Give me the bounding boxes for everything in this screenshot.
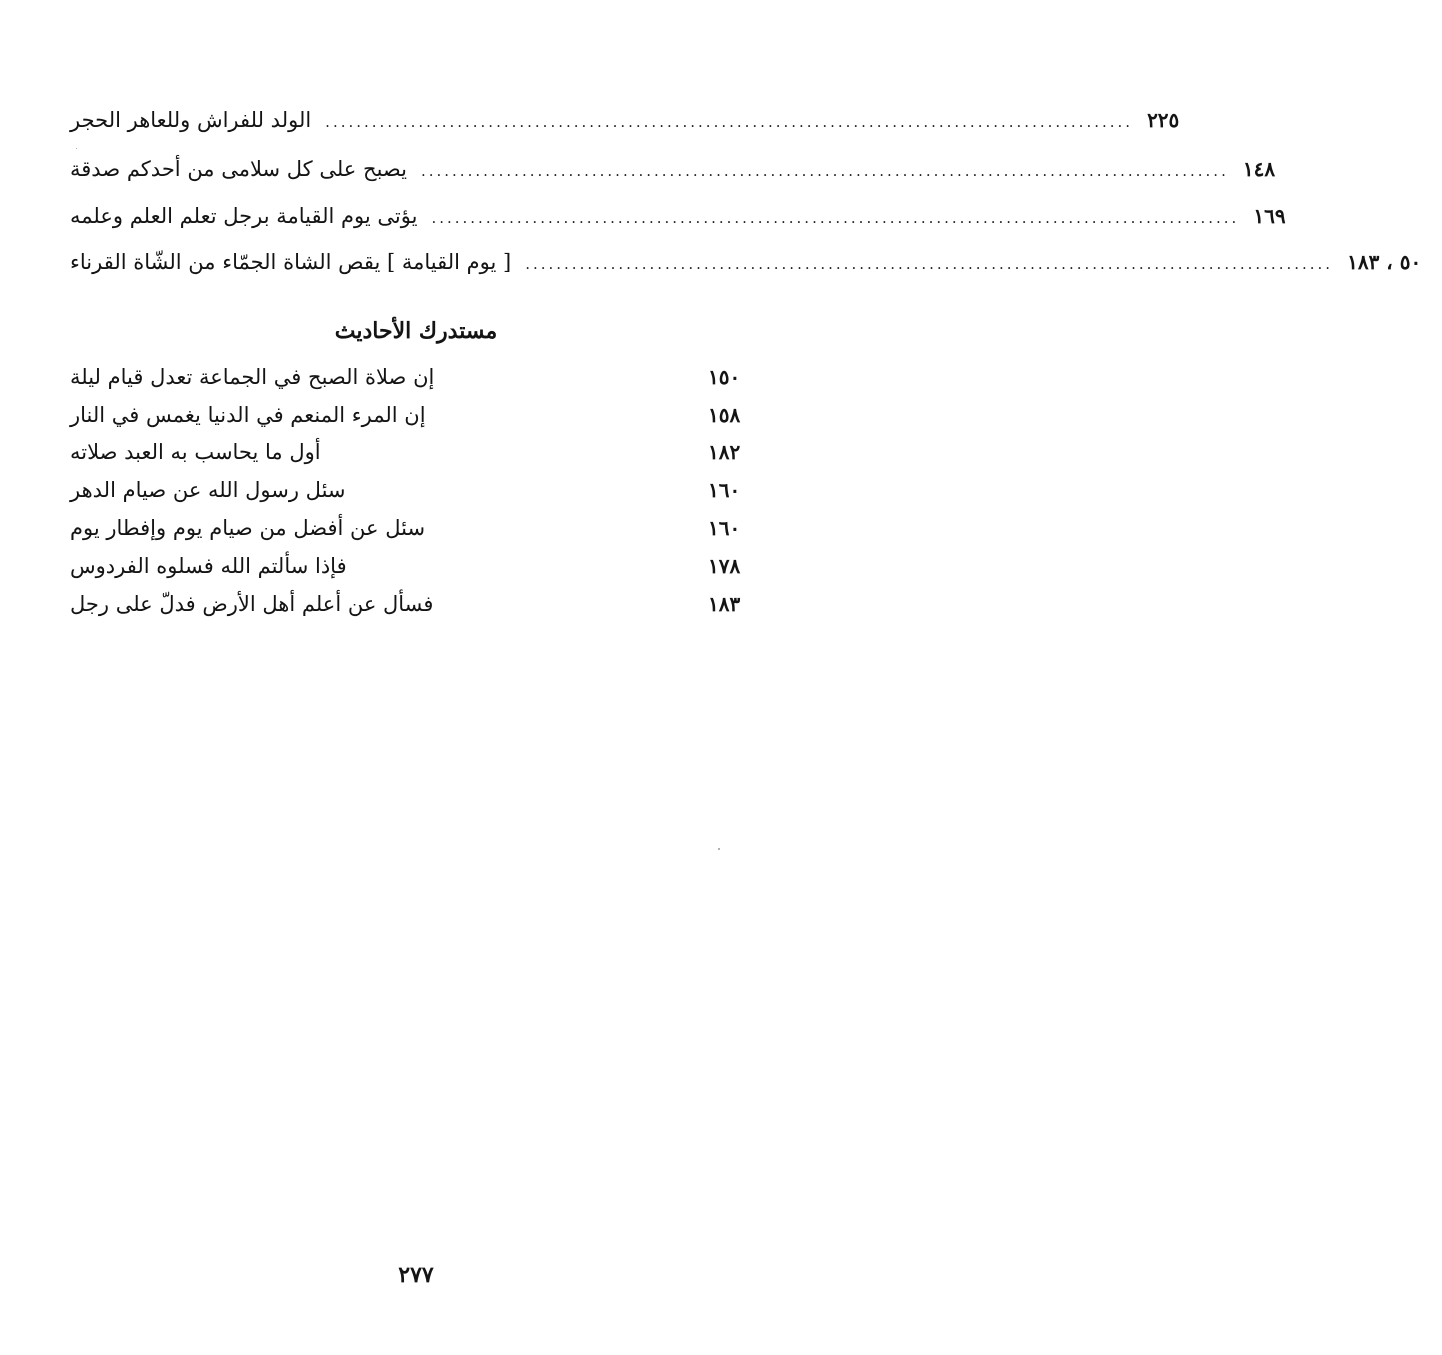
entry-title: إن صلاة الصبح في الجماعة تعدل قيام ليلة: [70, 365, 435, 389]
section-entry: [70, 397, 768, 433]
index-entry: [70, 198, 1286, 234]
page-number: ٢٧٧: [398, 1262, 434, 1288]
scan-speck: [718, 848, 720, 850]
entry-title: إن المرء المنعم في الدنيا يغمس في النار: [70, 403, 426, 427]
scan-speck: [76, 148, 77, 149]
index-entry: [70, 102, 1180, 138]
leader-dots: ........................................................................................................: [431, 209, 1240, 227]
entry-page-number: ١٧٨: [708, 554, 741, 578]
leader-dots: ........................................................................................................: [420, 162, 1229, 180]
entry-page-number: ١٦٩: [1253, 204, 1286, 228]
entry-page-number: ٢٢٥: [1147, 108, 1180, 132]
entry-page-number: ١٥٠: [708, 365, 741, 389]
entry-title: فسأل عن أعلم أهل الأرض فدلّ على رجل: [70, 592, 434, 616]
index-entry: [70, 151, 1276, 187]
section-entry: [70, 434, 768, 470]
section-entry: [70, 510, 768, 546]
entry-title: يصبح على كل سلامى من أحدكم صدقة: [70, 157, 407, 181]
entry-page-number: ١٨٣: [708, 592, 741, 616]
entry-title: سئل عن أفضل من صيام يوم وإفطار يوم: [70, 516, 426, 540]
section-entry: [70, 586, 768, 622]
entry-page-number: ١٤٨: [1242, 157, 1276, 181]
section-entry: [70, 472, 768, 508]
leader-dots: ........................................................................................................: [525, 255, 1334, 273]
entry-page-number: ١٨٢: [708, 440, 741, 464]
entry-page-number: ١٦٠: [708, 478, 741, 502]
entry-page-number: ١٥٨: [708, 403, 741, 427]
entry-title: سئل رسول الله عن صيام الدهر: [70, 478, 346, 502]
index-entry: [70, 244, 1422, 280]
section-heading: مستدرك الأحاديث: [334, 318, 498, 344]
entry-title: فإذا سألتم الله فسلوه الفردوس: [70, 554, 347, 578]
leader-dots: ........................................................................................................: [325, 113, 1134, 131]
entry-page-number: ٥٠ ، ١٨٣: [1347, 250, 1422, 274]
section-entry: [70, 548, 768, 584]
entry-title: أول ما يحاسب به العبد صلاته: [70, 440, 321, 464]
entry-title: الولد للفراش وللعاهر الحجر: [70, 108, 312, 132]
section-entry: [70, 359, 768, 395]
entry-page-number: ١٦٠: [708, 516, 741, 540]
entry-title: يؤتى يوم القيامة برجل تعلم العلم وعلمه: [70, 204, 418, 228]
entry-title: [ يوم القيامة ] يقص الشاة الجمّاء من الشّاة القرناء: [70, 250, 512, 274]
